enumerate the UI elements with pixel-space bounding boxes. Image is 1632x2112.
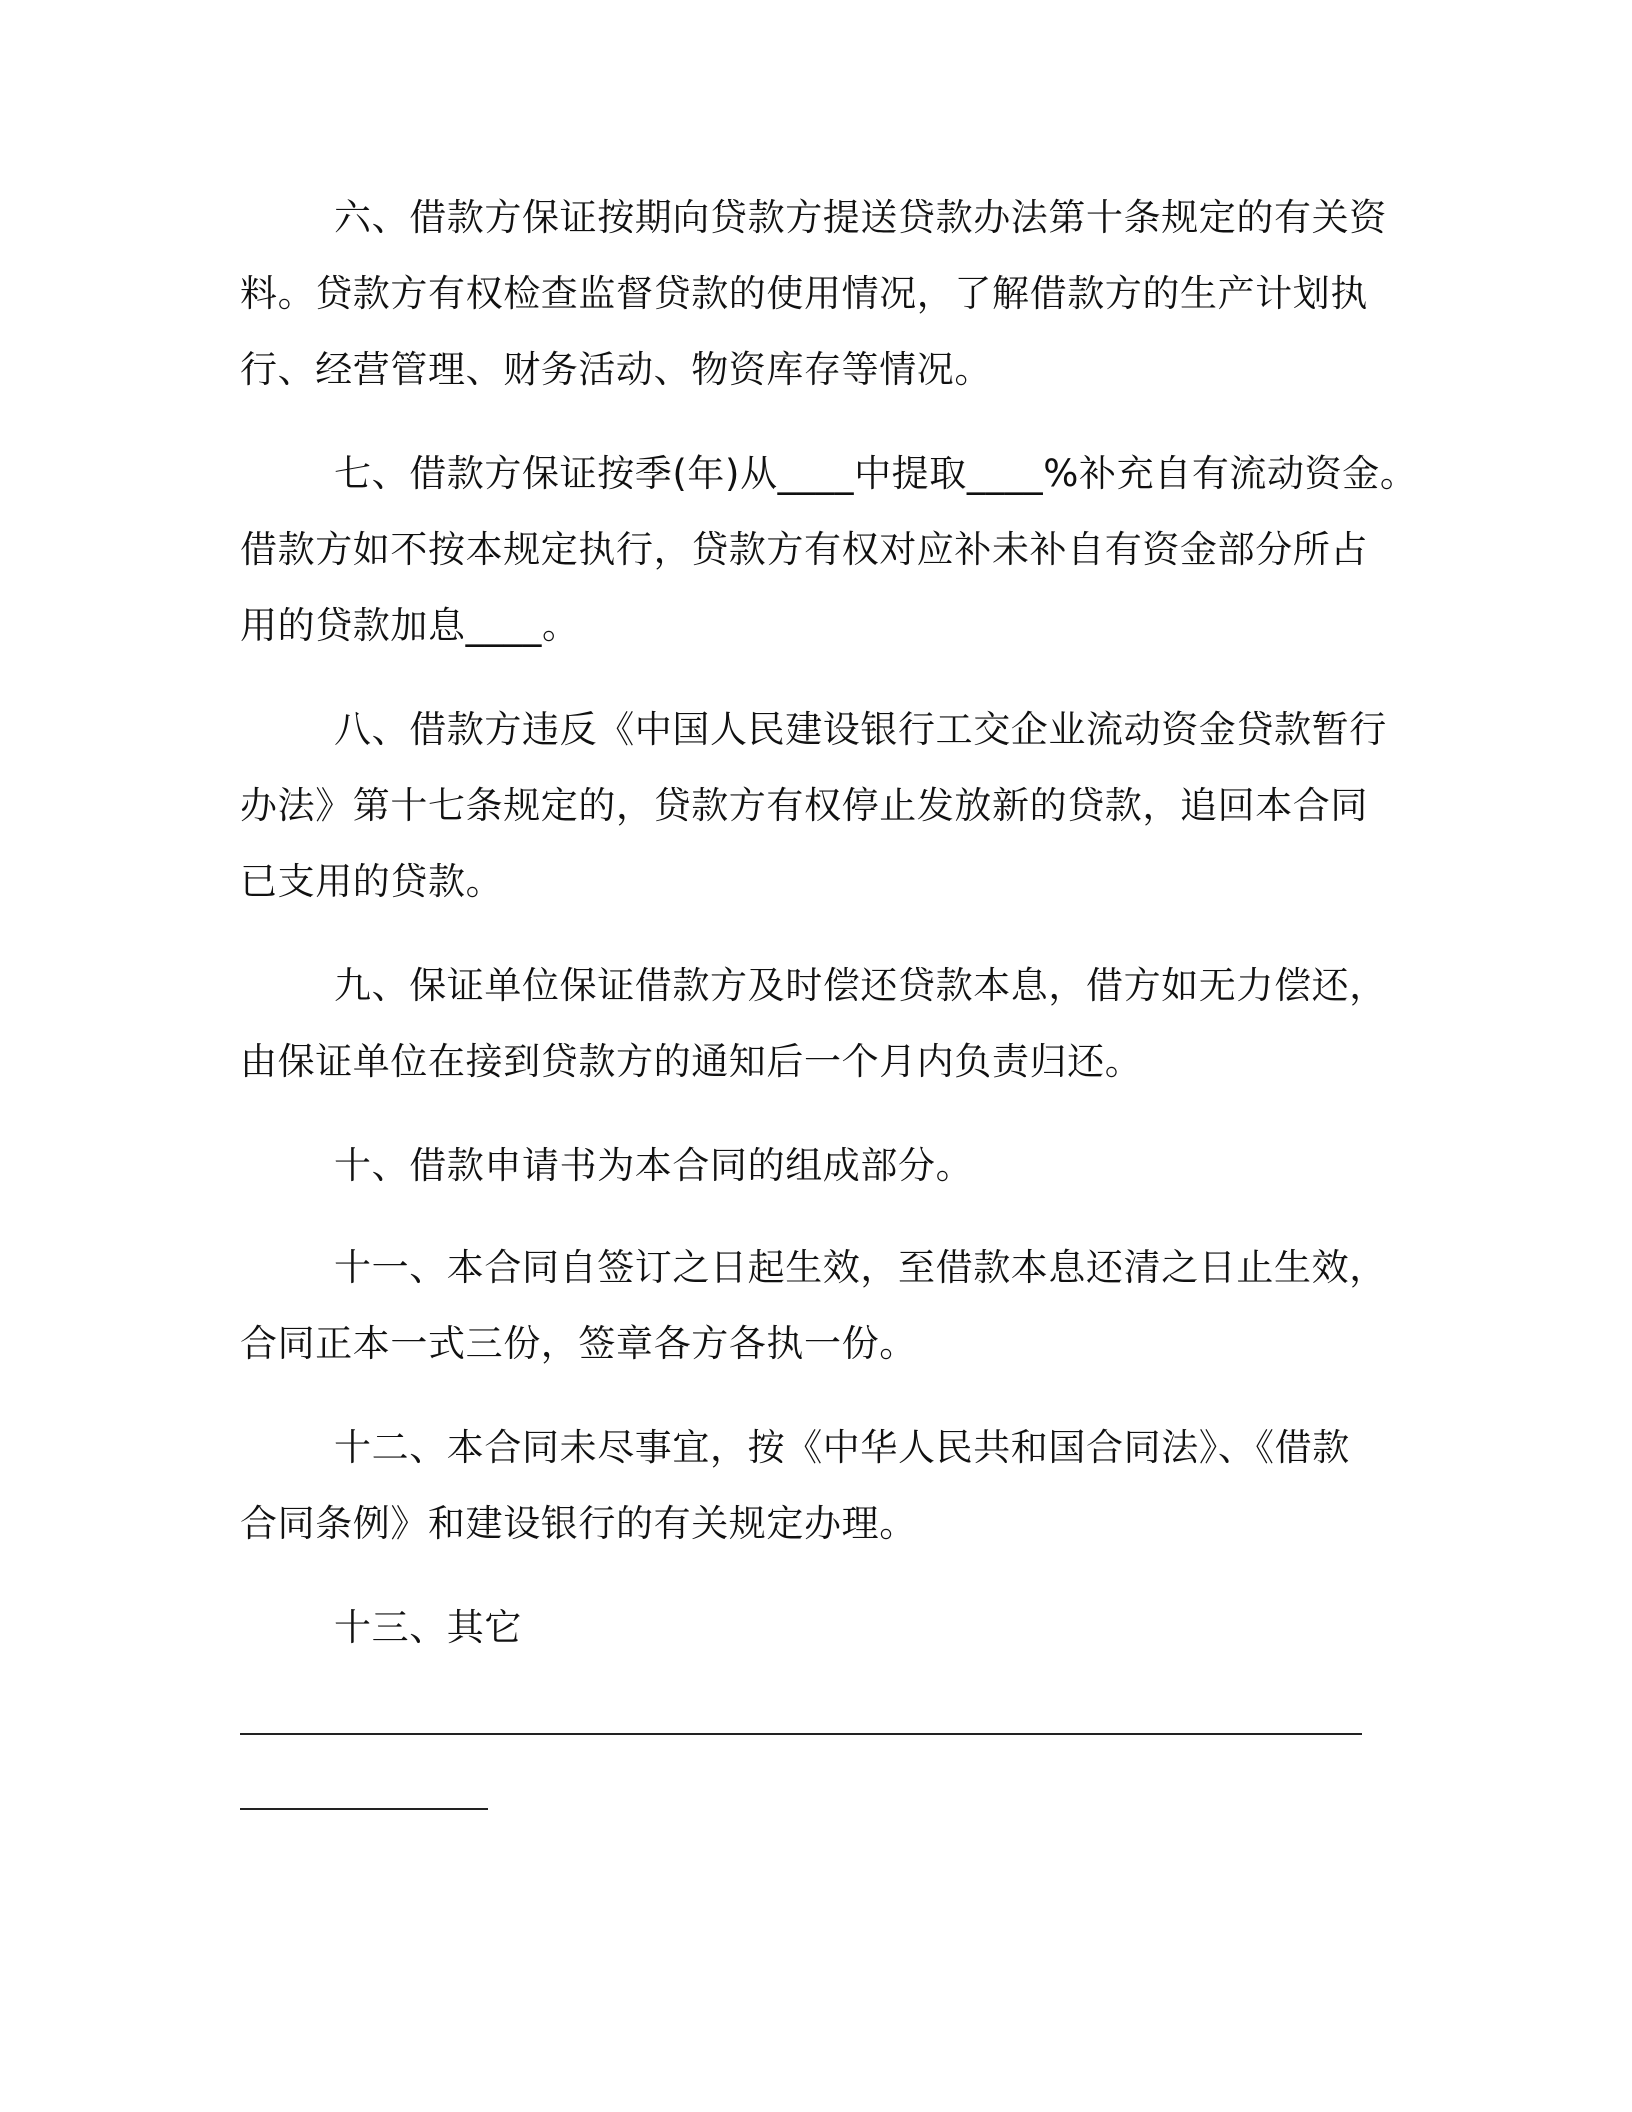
clause-11-line-1: 十一、本合同自签订之日起生效，至借款本息还清之日止生效， <box>334 1246 1387 1289</box>
clause-8-line-2: 办法》第十七条规定的，贷款方有权停止发放新的贷款，追回本合同 <box>240 784 1368 827</box>
clause-8-line-1: 八、借款方违反《中国人民建设银行工交企业流动资金贷款暂行 <box>334 708 1387 751</box>
clause-12-line-1: 十二、本合同未尽事宜，按《中华人民共和国合同法》、《借款 <box>334 1426 1350 1469</box>
clause-13-line-1: 十三、其它 <box>334 1606 522 1649</box>
clause-11-line-2: 合同正本一式三份，签章各方各执一份。 <box>240 1322 917 1365</box>
clause-12-line-2: 合同条例》和建设银行的有关规定办理。 <box>240 1502 917 1545</box>
clause-10-line-1: 十、借款申请书为本合同的组成部分。 <box>334 1144 974 1187</box>
blank-fill-line-1 <box>240 1733 1362 1735</box>
clause-8-line-3: 已支用的贷款。 <box>240 860 504 903</box>
clause-6-line-3: 行、经营管理、财务活动、物资库存等情况。 <box>240 348 992 391</box>
clause-9-line-2: 由保证单位在接到贷款方的通知后一个月内负责归还。 <box>240 1040 1143 1083</box>
clause-7-line-3: 用的贷款加息____。 <box>240 604 580 647</box>
clause-7-line-2: 借款方如不按本规定执行，贷款方有权对应补未补自有资金部分所占 <box>240 528 1368 571</box>
clause-6-line-1: 六、借款方保证按期向贷款方提送贷款办法第十条规定的有关资 <box>334 196 1387 239</box>
clause-9-line-1: 九、保证单位保证借款方及时偿还贷款本息，借方如无力偿还， <box>334 964 1387 1007</box>
blank-fill-line-2 <box>240 1808 488 1810</box>
clause-7-line-1: 七、借款方保证按季(年)从____中提取____%补充自有流动资金。 <box>334 452 1418 495</box>
clause-6-line-2: 料。贷款方有权检查监督贷款的使用情况，了解借款方的生产计划执 <box>240 272 1368 315</box>
